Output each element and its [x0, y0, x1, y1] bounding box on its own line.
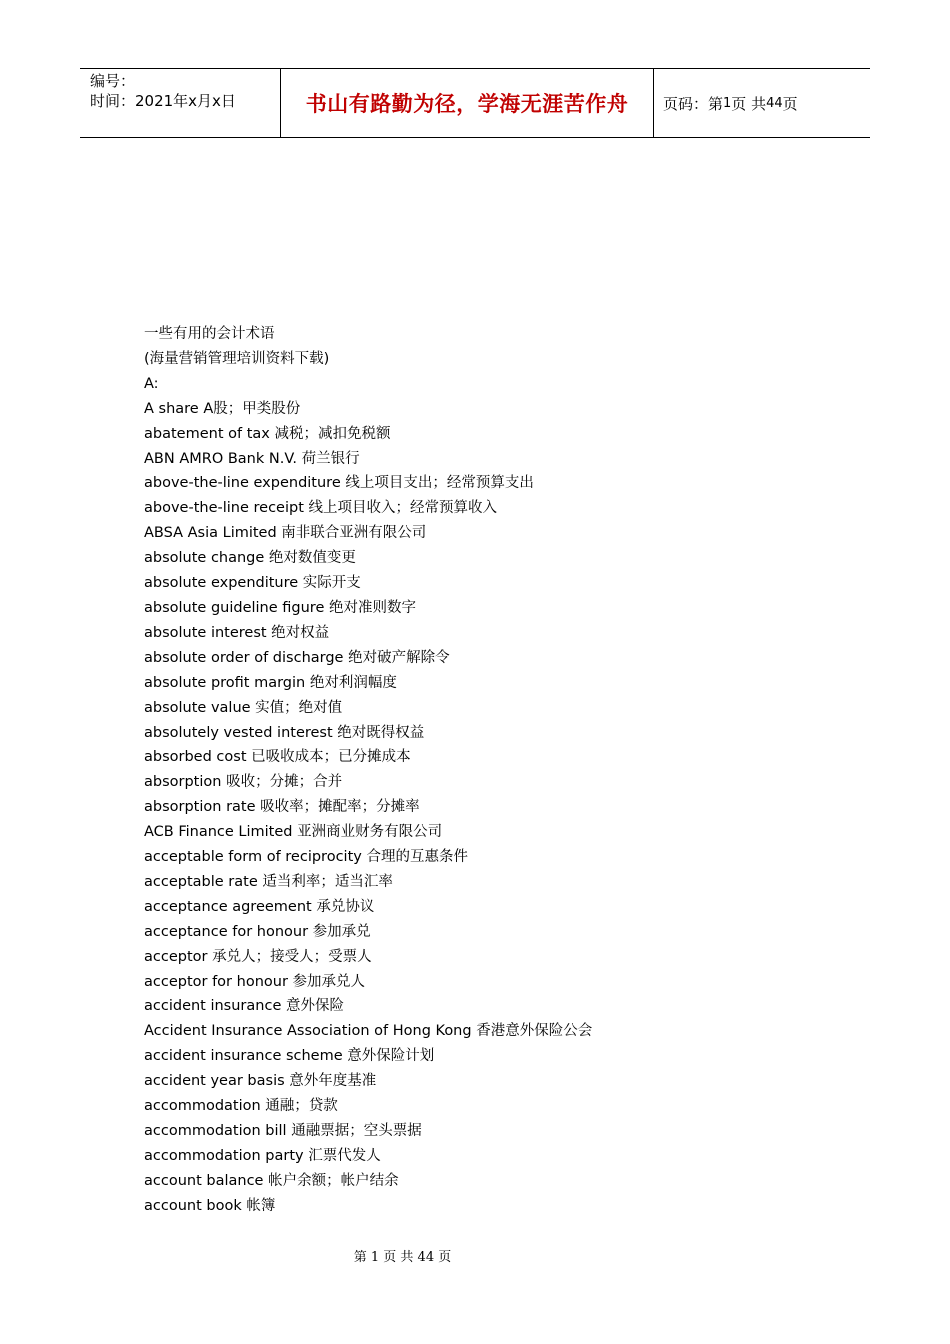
page-total: 44 — [766, 95, 783, 111]
glossary-entry: absolutely vested interest 绝对既得权益 — [144, 724, 425, 741]
glossary-entry: Accident Insurance Association of Hong Kong 香港意外保险公会 — [144, 1023, 593, 1040]
document-title: 一些有用的会计术语 — [144, 326, 275, 342]
footer-page-number: 第 1 页 共 44 页 — [353, 1250, 452, 1265]
glossary-entry: abatement of tax 减税；减扣免税额 — [144, 425, 391, 442]
glossary-entry: ABN AMRO Bank N.V. 荷兰银行 — [144, 450, 360, 467]
glossary-entry: absolute change 绝对数值变更 — [144, 550, 356, 567]
glossary-entry: absolute profit margin 绝对利润幅度 — [144, 674, 397, 691]
glossary-entry: absolute order of discharge 绝对破产解除令 — [144, 649, 450, 666]
glossary-entry: acceptable rate 适当利率；适当汇率 — [144, 873, 393, 890]
glossary-entry: absolute value 实值；绝对值 — [144, 699, 343, 716]
page-prefix: 页码：第 — [663, 94, 724, 113]
glossary-entry: absorbed cost 已吸收成本；已分摊成本 — [144, 749, 411, 766]
page-mid: 页 共 — [731, 94, 767, 113]
page-footer — [0, 1246, 950, 1265]
header-page-number — [654, 69, 870, 137]
glossary-entry: accommodation bill 通融票据；空头票据 — [144, 1123, 422, 1139]
header-motto: 书山有路勤为径，学海无涯苦作舟 — [281, 69, 654, 137]
glossary-entry: A share A股；甲类股份 — [144, 400, 301, 417]
glossary-entry: acceptance agreement 承兑协议 — [144, 898, 375, 915]
glossary-entry: above-the-line expenditure 线上项目支出；经常预算支出 — [144, 475, 534, 492]
glossary-entry: above-the-line receipt 线上项目收入；经常预算收入 — [144, 500, 497, 517]
document-date: 时间：2021年x月x日 — [90, 92, 236, 110]
glossary-entry: absolute expenditure 实际开支 — [144, 575, 361, 592]
glossary-entry: account balance 帐户余额；帐户结余 — [144, 1172, 399, 1189]
page-current: 1 — [723, 95, 732, 111]
glossary-entry: acceptor for honour 参加承兑人 — [144, 973, 366, 990]
glossary-entry: absolute guideline figure 绝对准则数字 — [144, 599, 416, 616]
glossary-entry: accommodation 通融；贷款 — [144, 1098, 338, 1115]
glossary-entry: ACB Finance Limited 亚洲商业财务有限公司 — [144, 824, 443, 841]
header-meta — [80, 69, 281, 137]
glossary-entry: accommodation party 汇票代发人 — [144, 1147, 381, 1164]
glossary-entry: account book 帐簿 — [144, 1197, 276, 1214]
glossary-entry: absorption rate 吸收率；摊配率；分摊率 — [144, 799, 420, 816]
glossary-entry: accident insurance 意外保险 — [144, 998, 344, 1015]
document-subtitle: (海量营销管理培训资料下载) — [144, 350, 330, 367]
glossary-list — [144, 322, 844, 1219]
glossary-entry: absorption 吸收；分摊；合并 — [144, 774, 343, 791]
glossary-entry: acceptance for honour 参加承兑 — [144, 923, 371, 940]
glossary-entry: accident insurance scheme 意外保险计划 — [144, 1048, 435, 1065]
section-heading: A: — [144, 375, 159, 392]
glossary-entry: acceptable form of reciprocity 合理的互惠条件 — [144, 849, 468, 866]
page-suffix: 页 — [782, 94, 798, 113]
page-header — [80, 68, 870, 138]
glossary-entry: acceptor 承兑人；接受人；受票人 — [144, 948, 372, 965]
glossary-entry: absolute interest 绝对权益 — [144, 624, 330, 641]
glossary-entry: accident year basis 意外年度基准 — [144, 1073, 377, 1090]
glossary-entry: ABSA Asia Limited 南非联合亚洲有限公司 — [144, 525, 427, 542]
document-number-label: 编号： — [90, 72, 136, 90]
